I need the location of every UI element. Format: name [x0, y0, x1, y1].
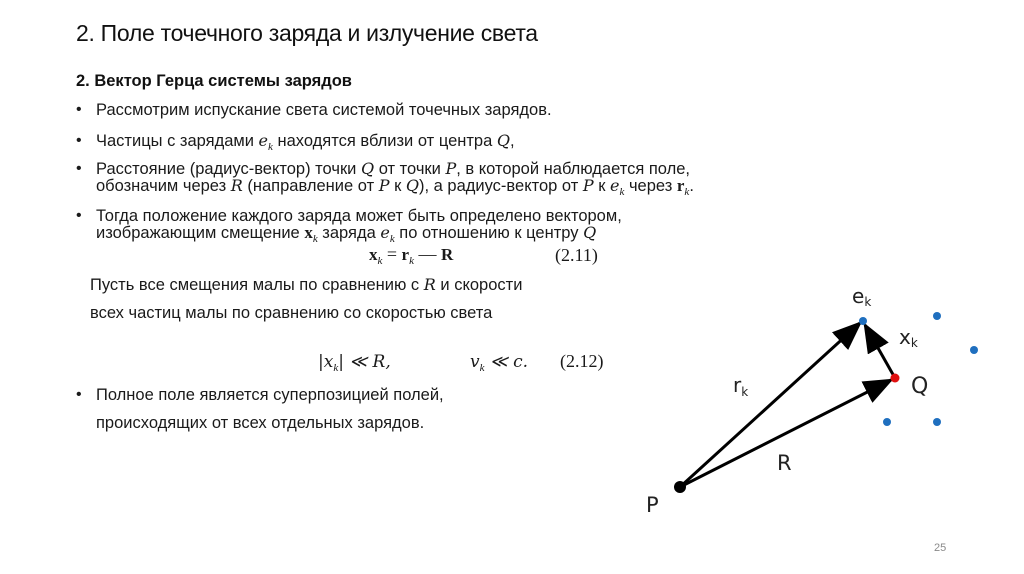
equation-number-2-12: (2.12): [560, 351, 604, 371]
bullet-icon: •: [76, 132, 82, 149]
bullet-text-4-line2: изображающим смещение $x_k$ заряда $e_k$ по отношению к центру Q: [96, 223, 597, 245]
point-P: [674, 481, 686, 493]
label-xk: xk: [899, 325, 918, 350]
slide-title: 2. Поле точечного заряда и излучение света: [76, 20, 538, 46]
equation-number-2-11: (2.11): [555, 245, 598, 265]
label-R: R: [777, 451, 792, 475]
rk-vector-arrow: [680, 323, 860, 487]
equation-2-12-right: $v_k$ ≪ c.: [470, 352, 529, 374]
bullet-icon: •: [76, 160, 82, 177]
bullet-text-1: Рассмотрим испускание света системой точечных зарядов.: [96, 101, 552, 119]
equation-2-11: $x_k = r_k$ — R: [369, 244, 454, 267]
charge-dot: [970, 346, 978, 354]
equation-2-12-left: $|x_k|$ ≪ R,: [318, 352, 391, 374]
xk-vector-arrow: [865, 325, 895, 378]
label-Q: Q: [911, 374, 929, 399]
label-P: P: [646, 493, 659, 517]
section-heading: 2. Вектор Герца системы зарядов: [76, 72, 352, 90]
bullet-text-5-line2: происходящих от всех отдельных зарядов.: [96, 414, 425, 432]
bullet-text-5-line1: Полное поле является суперпозицией полей,: [96, 386, 444, 404]
bullet-text-3-line2: обозначим через R (направление от P к Q), а радиус-вектор от P к $e_k$ через $r_k$.: [96, 176, 694, 198]
bullet-text-2: Частицы с зарядами $e_k$ находятся вблизи от центра Q,: [96, 131, 515, 153]
bullet-text-3-line1: Расстояние (радиус-вектор) точки Q от точки P, в которой наблюдается поле,: [96, 159, 691, 178]
page-number: 25: [934, 542, 947, 554]
bullet-icon: •: [76, 386, 82, 403]
bullet-icon: •: [76, 207, 82, 224]
paragraph-line-2: всех частиц малы по сравнению со скоростью света: [90, 304, 493, 322]
charge-dot: [933, 418, 941, 426]
charge-dot: [933, 312, 941, 320]
paragraph-line-1: Пусть все смещения малы по сравнению с R и скорости: [90, 275, 523, 294]
center-Q-dot: [891, 374, 900, 383]
label-ek: ek: [852, 284, 872, 309]
charge-dot: [883, 418, 891, 426]
charge-ek-dot: [859, 317, 867, 325]
bullet-icon: •: [76, 101, 82, 118]
label-rk: $r_k$: [733, 373, 749, 399]
bullet-text-4-line1: Тогда положение каждого заряда может быть определено вектором,: [96, 207, 622, 225]
